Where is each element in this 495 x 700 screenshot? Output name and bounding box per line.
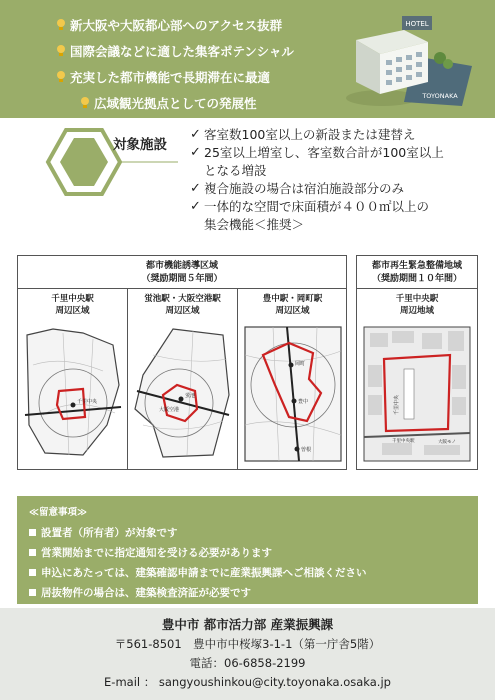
map-senri-chuo: 千里中央駅 周辺区域 千里中央 — [18, 289, 128, 470]
bullet-square-icon — [29, 549, 36, 556]
check-icon: ✓ — [190, 145, 201, 160]
svg-text:岡町: 岡町 — [294, 361, 305, 367]
requirement-item: ✓ 25室以上増室し、客室数合計が100室以上 となる増設 — [190, 145, 444, 178]
lightbulb-icon — [56, 71, 66, 83]
bullet-square-icon — [29, 529, 36, 536]
svg-text:HOTEL: HOTEL — [405, 20, 429, 28]
renewal-zone-header: 都市再生緊急整備地域 （奨励期間１０年間） — [357, 256, 477, 289]
area-map — [133, 325, 233, 463]
notes-title: ≪留意事項≫ — [29, 507, 87, 518]
urban-zone-header: 都市機能誘導区域 （奨励期間５年間） — [18, 256, 346, 289]
lightbulb-icon — [56, 19, 66, 31]
svg-text:大阪空港: 大阪空港 — [158, 407, 179, 413]
area-map — [362, 325, 472, 463]
check-icon: ✓ — [190, 127, 201, 142]
organization-name: 豊中市 都市活力部 産業振興課 — [161, 617, 334, 632]
email-link[interactable]: E-mail ： sangyoushinkou@city.toyonaka.osaka.jp — [104, 675, 391, 689]
map-hotarugaike: 蛍池駅・大阪空港駅 周辺区域 蛍池 大阪空港 — [128, 289, 238, 470]
hotel-illustration — [344, 6, 474, 114]
note-item: 設置者（所有者）が対象です — [29, 522, 466, 542]
check-icon: ✓ — [190, 199, 201, 214]
top-point: 新大阪や大阪都心部へのアクセス抜群 — [56, 12, 294, 38]
lightbulb-icon — [80, 97, 90, 109]
top-point: 充実した都市機能で長期滞在に最適 — [56, 64, 294, 90]
svg-text:豊中: 豊中 — [297, 399, 308, 405]
svg-text:千里中央: 千里中央 — [394, 394, 400, 415]
requirement-item: ✓ 一体的な空間で床面積が４００㎡以上の 集会機能＜推奨＞ — [190, 199, 430, 232]
renewal-zone-panel — [356, 255, 478, 470]
notes-box — [17, 496, 478, 604]
requirements-list — [190, 126, 485, 234]
check-icon: ✓ — [190, 181, 201, 196]
top-point: 広域観光拠点としての発展性 — [80, 90, 294, 116]
urban-zone-panel — [17, 255, 347, 470]
svg-text:千里中央駅: 千里中央駅 — [392, 439, 415, 444]
requirement-item: ✓ 複合施設の場合は宿泊施設部分のみ — [190, 181, 405, 196]
map-toyonaka-okamachi: 豊中駅・岡町駅 周辺区域 岡町 豊中 曽根 — [238, 289, 347, 470]
top-points-list — [56, 12, 294, 116]
svg-text:千里中央: 千里中央 — [76, 399, 97, 405]
bullet-square-icon — [29, 589, 36, 596]
phone: 電話：06-6858-2199 — [189, 656, 306, 670]
note-item: 申込にあたっては、建築確認申請までに産業振興課へご相談ください — [29, 562, 466, 582]
top-banner — [0, 0, 495, 118]
note-item: 営業開始までに指定通知を受ける必要があります — [29, 542, 466, 562]
top-point: 国際会議などに適した集客ポテンシャル — [56, 38, 294, 64]
target-title: 対象施設 — [113, 137, 167, 153]
contact-footer — [0, 608, 495, 700]
svg-text:大阪モノ: 大阪モノ — [438, 440, 456, 445]
note-item: 居抜物件の場合は、建築検査済証が必要です — [29, 582, 466, 602]
address: 〒561-8501 豊中市中桜塚3-1-1（第一庁舎5階） — [114, 637, 381, 651]
svg-text:TOYONAKA: TOYONAKA — [422, 92, 458, 100]
area-map — [243, 325, 343, 463]
area-map — [23, 325, 123, 463]
svg-text:蛍池: 蛍池 — [184, 393, 195, 399]
map-senri-chuo-renewal: 千里中央駅 周辺地域 千里中央 千里中央駅 大阪モノ — [357, 289, 477, 470]
lightbulb-icon — [56, 45, 66, 57]
requirement-item: ✓ 客室数100室以上の新設または建替え — [190, 127, 416, 142]
svg-text:曽根: 曽根 — [300, 447, 311, 453]
bullet-square-icon — [29, 569, 36, 576]
